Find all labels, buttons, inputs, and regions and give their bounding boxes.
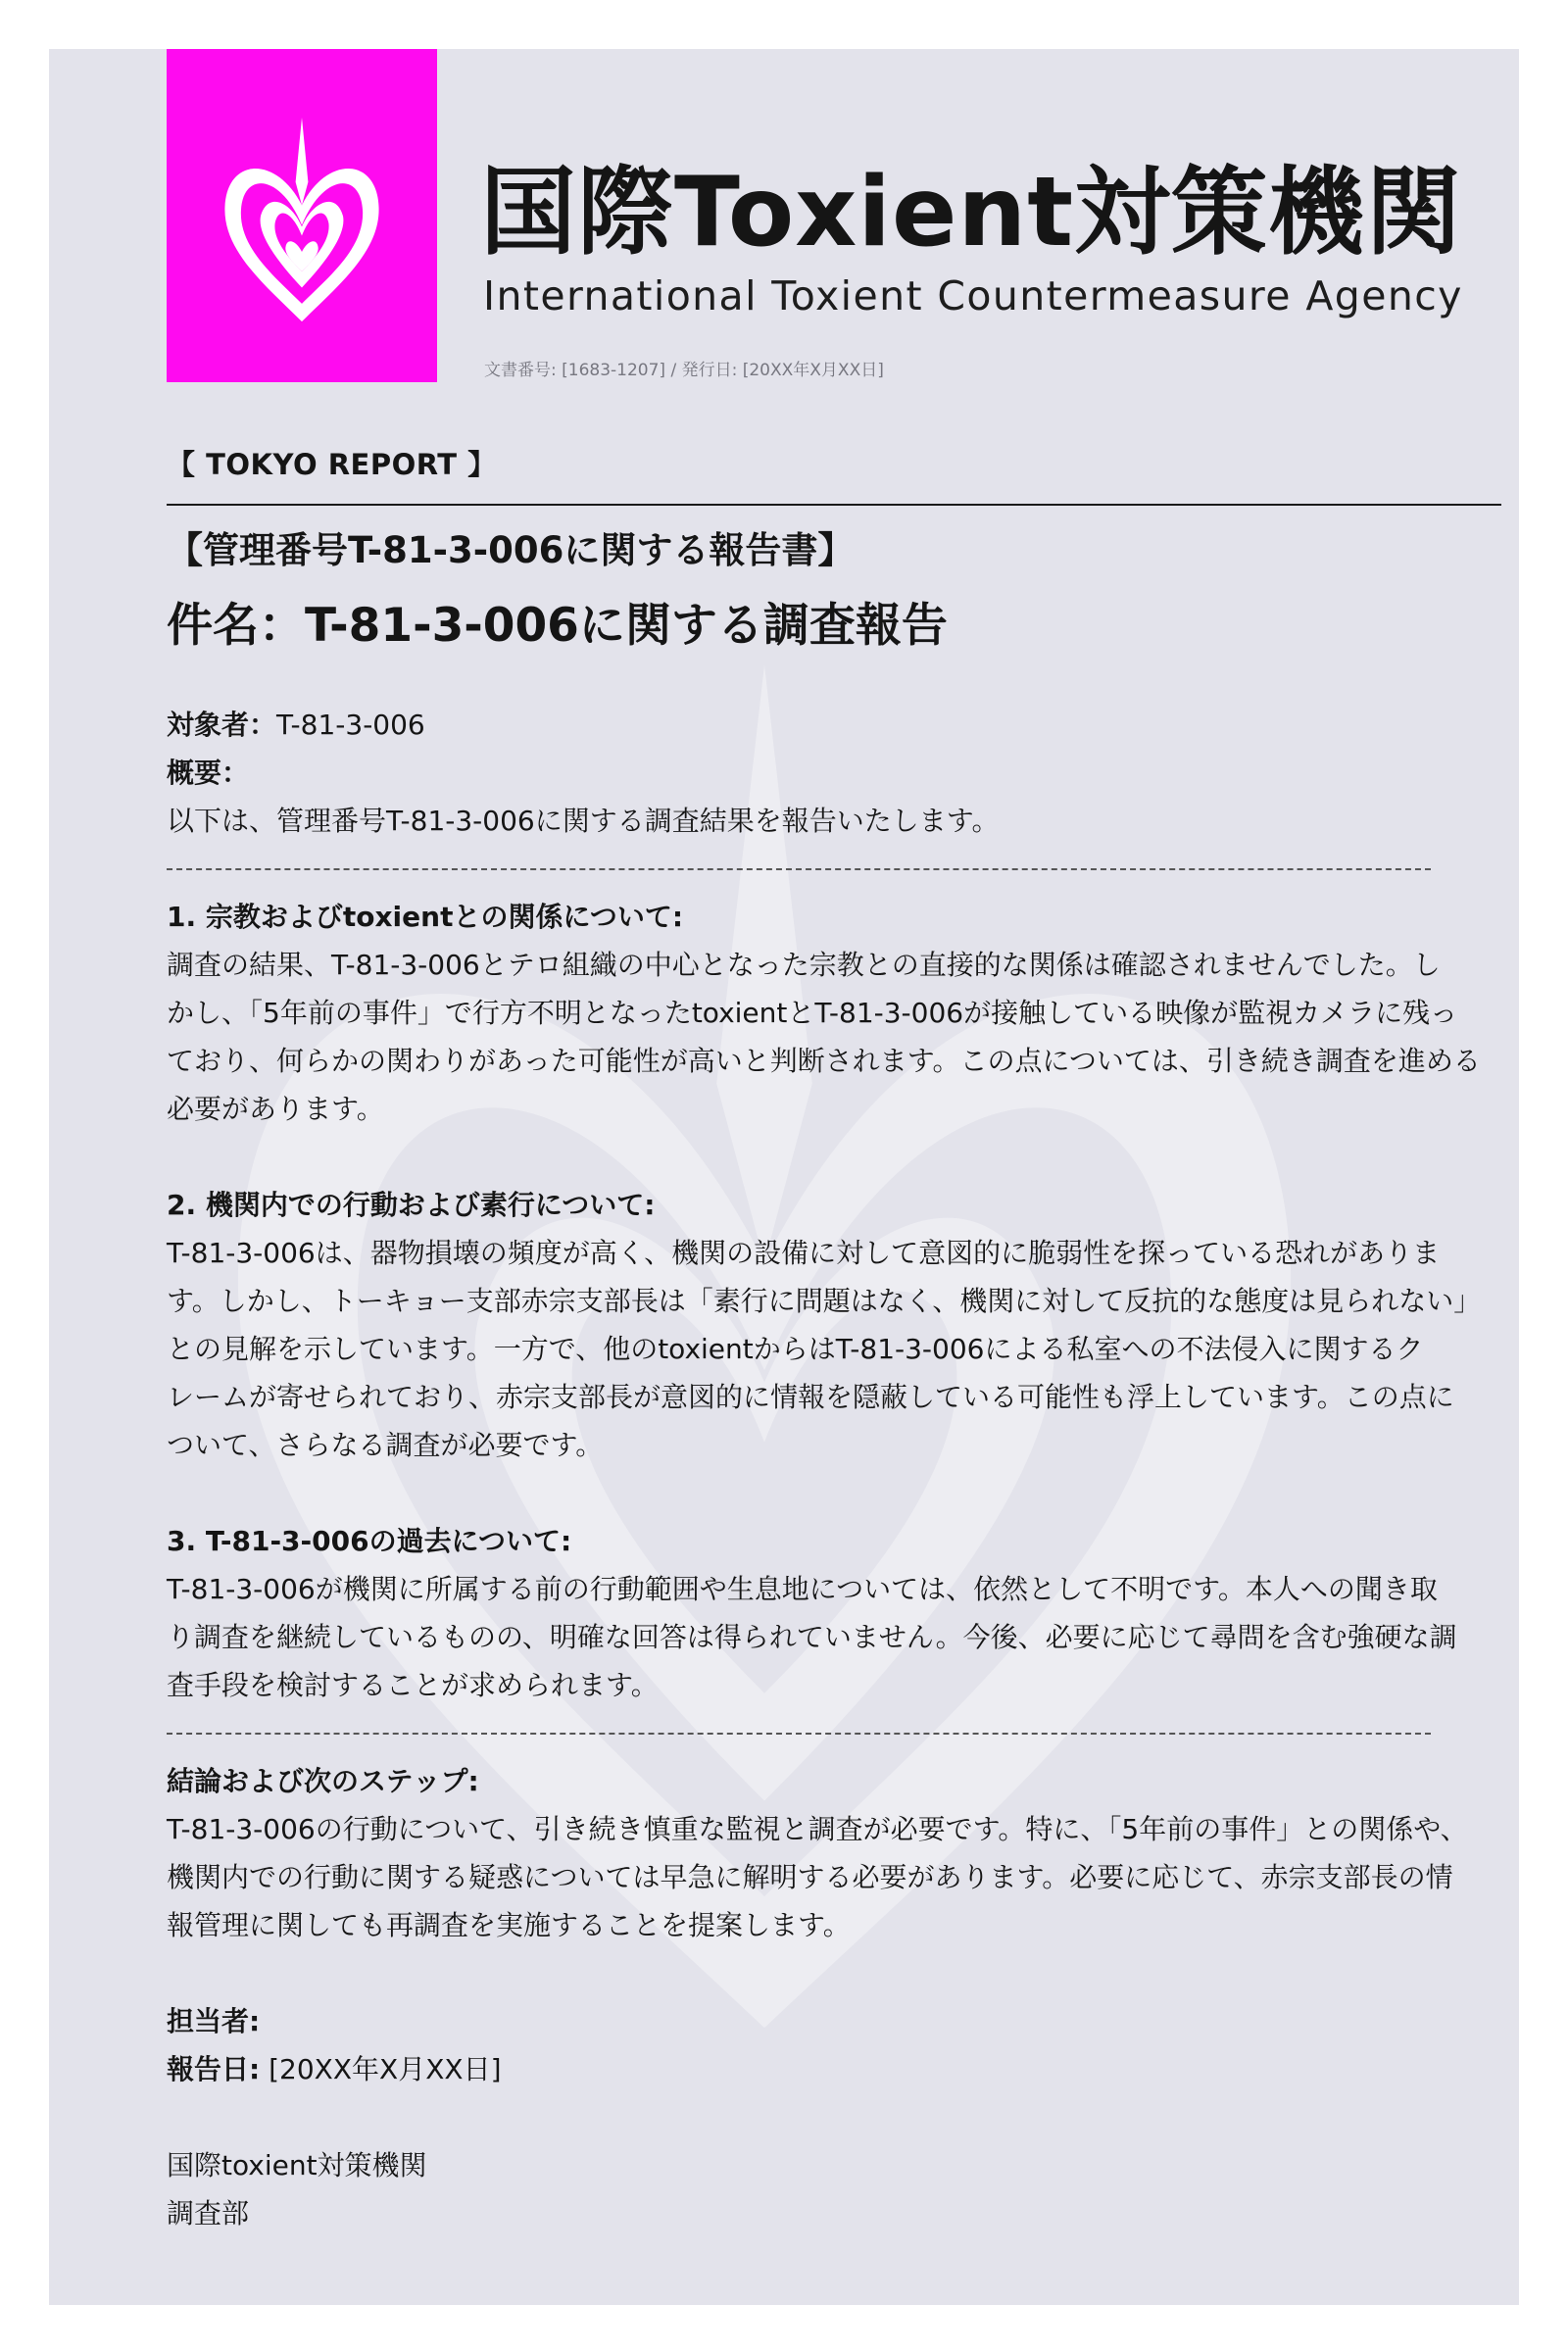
section-line: 調査の結果、T-81-3-006とテロ組織の中心となった宗教との直接的な関係は確認されませんでした。し	[167, 948, 1441, 981]
document-meta: 文書番号: [1683-1207] / 発行日: [20XX年X月XX日]	[484, 361, 884, 380]
agency-title-en: International Toxient Countermeasure Agency	[483, 272, 1463, 319]
conclusion-line: 報管理に関しても再調査を実施することを提案します。	[167, 1908, 851, 1941]
report-subject: 件名：T-81-3-006に関する調査報告	[167, 598, 948, 653]
report-body	[167, 701, 1501, 2237]
conclusion-line: 機関内での行動に関する疑惑については早急に解明する必要があります。必要に応じて、赤宗支部長の情	[167, 1860, 1453, 1893]
dashed-divider	[167, 1709, 1431, 1757]
summary-text: 以下は、管理番号T-81-3-006に関する調査結果を報告いたします。	[167, 804, 1000, 837]
report-heading: 【管理番号T-81-3-006に関する報告書】	[167, 528, 855, 571]
section-line: T-81-3-006が機関に所属する前の行動範囲や生息地については、依然として不明です。本人への聞き取	[167, 1572, 1438, 1605]
report-content	[167, 447, 1501, 2237]
conclusion-title: 結論および次のステップ:	[167, 1764, 479, 1797]
date-line	[167, 2045, 1501, 2093]
dashed-divider	[167, 845, 1431, 893]
divider	[167, 504, 1501, 506]
report-page	[49, 49, 1519, 2305]
heart-crest-icon	[204, 118, 400, 323]
section-line: り調査を継続しているものの、明確な回答は得られていません。今後、必要に応じて尋問を含む強硬な調	[167, 1620, 1457, 1653]
dept-line: 調査部	[167, 2196, 250, 2230]
target-label: 対象者：	[167, 708, 277, 741]
org-line: 国際toxient対策機関	[167, 2148, 427, 2181]
section-line: 査手段を検討することが求められます。	[167, 1668, 659, 1701]
section-line: ついて、さらなる調査が必要です。	[167, 1428, 604, 1461]
officer-label: 担当者:	[167, 2004, 261, 2037]
section-line: かし、「5年前の事件」で行方不明となったtoxientとT-81-3-006が接触している映像が監視カメラに残っ	[167, 996, 1458, 1029]
section-line: す。しかし、トーキョー支部赤宗支部長は「素行に問題はなく、機関に対して反抗的な態度は見られない」	[167, 1284, 1482, 1317]
agency-title-ja: 国際Toxient対策機関	[480, 157, 1463, 269]
report-tag: 【 TOKYO REPORT 】	[167, 448, 497, 481]
section-line: T-81-3-006は、器物損壊の頻度が高く、機関の設備に対して意図的に脆弱性を探っている恐れがありま	[167, 1236, 1441, 1269]
section-title: 1. 宗教およびtoxientとの関係について:	[167, 900, 684, 933]
section-title: 3. T-81-3-006の過去について:	[167, 1524, 572, 1557]
section-line: ており、何らかの関わりがあった可能性が高いと判断されます。この点については、引き続き調査を進める	[167, 1044, 1481, 1077]
conclusion-line: T-81-3-006の行動について、引き続き慎重な監視と調査が必要です。特に、「5年前の事件」との関係や、	[167, 1812, 1468, 1845]
summary-label: 概要：	[167, 756, 250, 789]
section-line: 必要があります。	[167, 1092, 384, 1125]
section-line: との見解を示しています。一方で、他のtoxientからはT-81-3-006による私室への不法侵入に関するク	[167, 1332, 1424, 1365]
section-line: レームが寄せられており、赤宗支部長が意図的に情報を隠蔽している可能性も浮上しています。この点に	[167, 1380, 1454, 1413]
agency-logo	[167, 49, 437, 382]
date-label: 報告日:	[167, 2052, 261, 2085]
target-value: T-81-3-006	[276, 708, 425, 741]
signature-block	[167, 2141, 1501, 2237]
section-title: 2. 機関内での行動および素行について:	[167, 1188, 656, 1221]
target-line	[167, 701, 1501, 749]
date-value: [20XX年X月XX日]	[260, 2052, 502, 2085]
